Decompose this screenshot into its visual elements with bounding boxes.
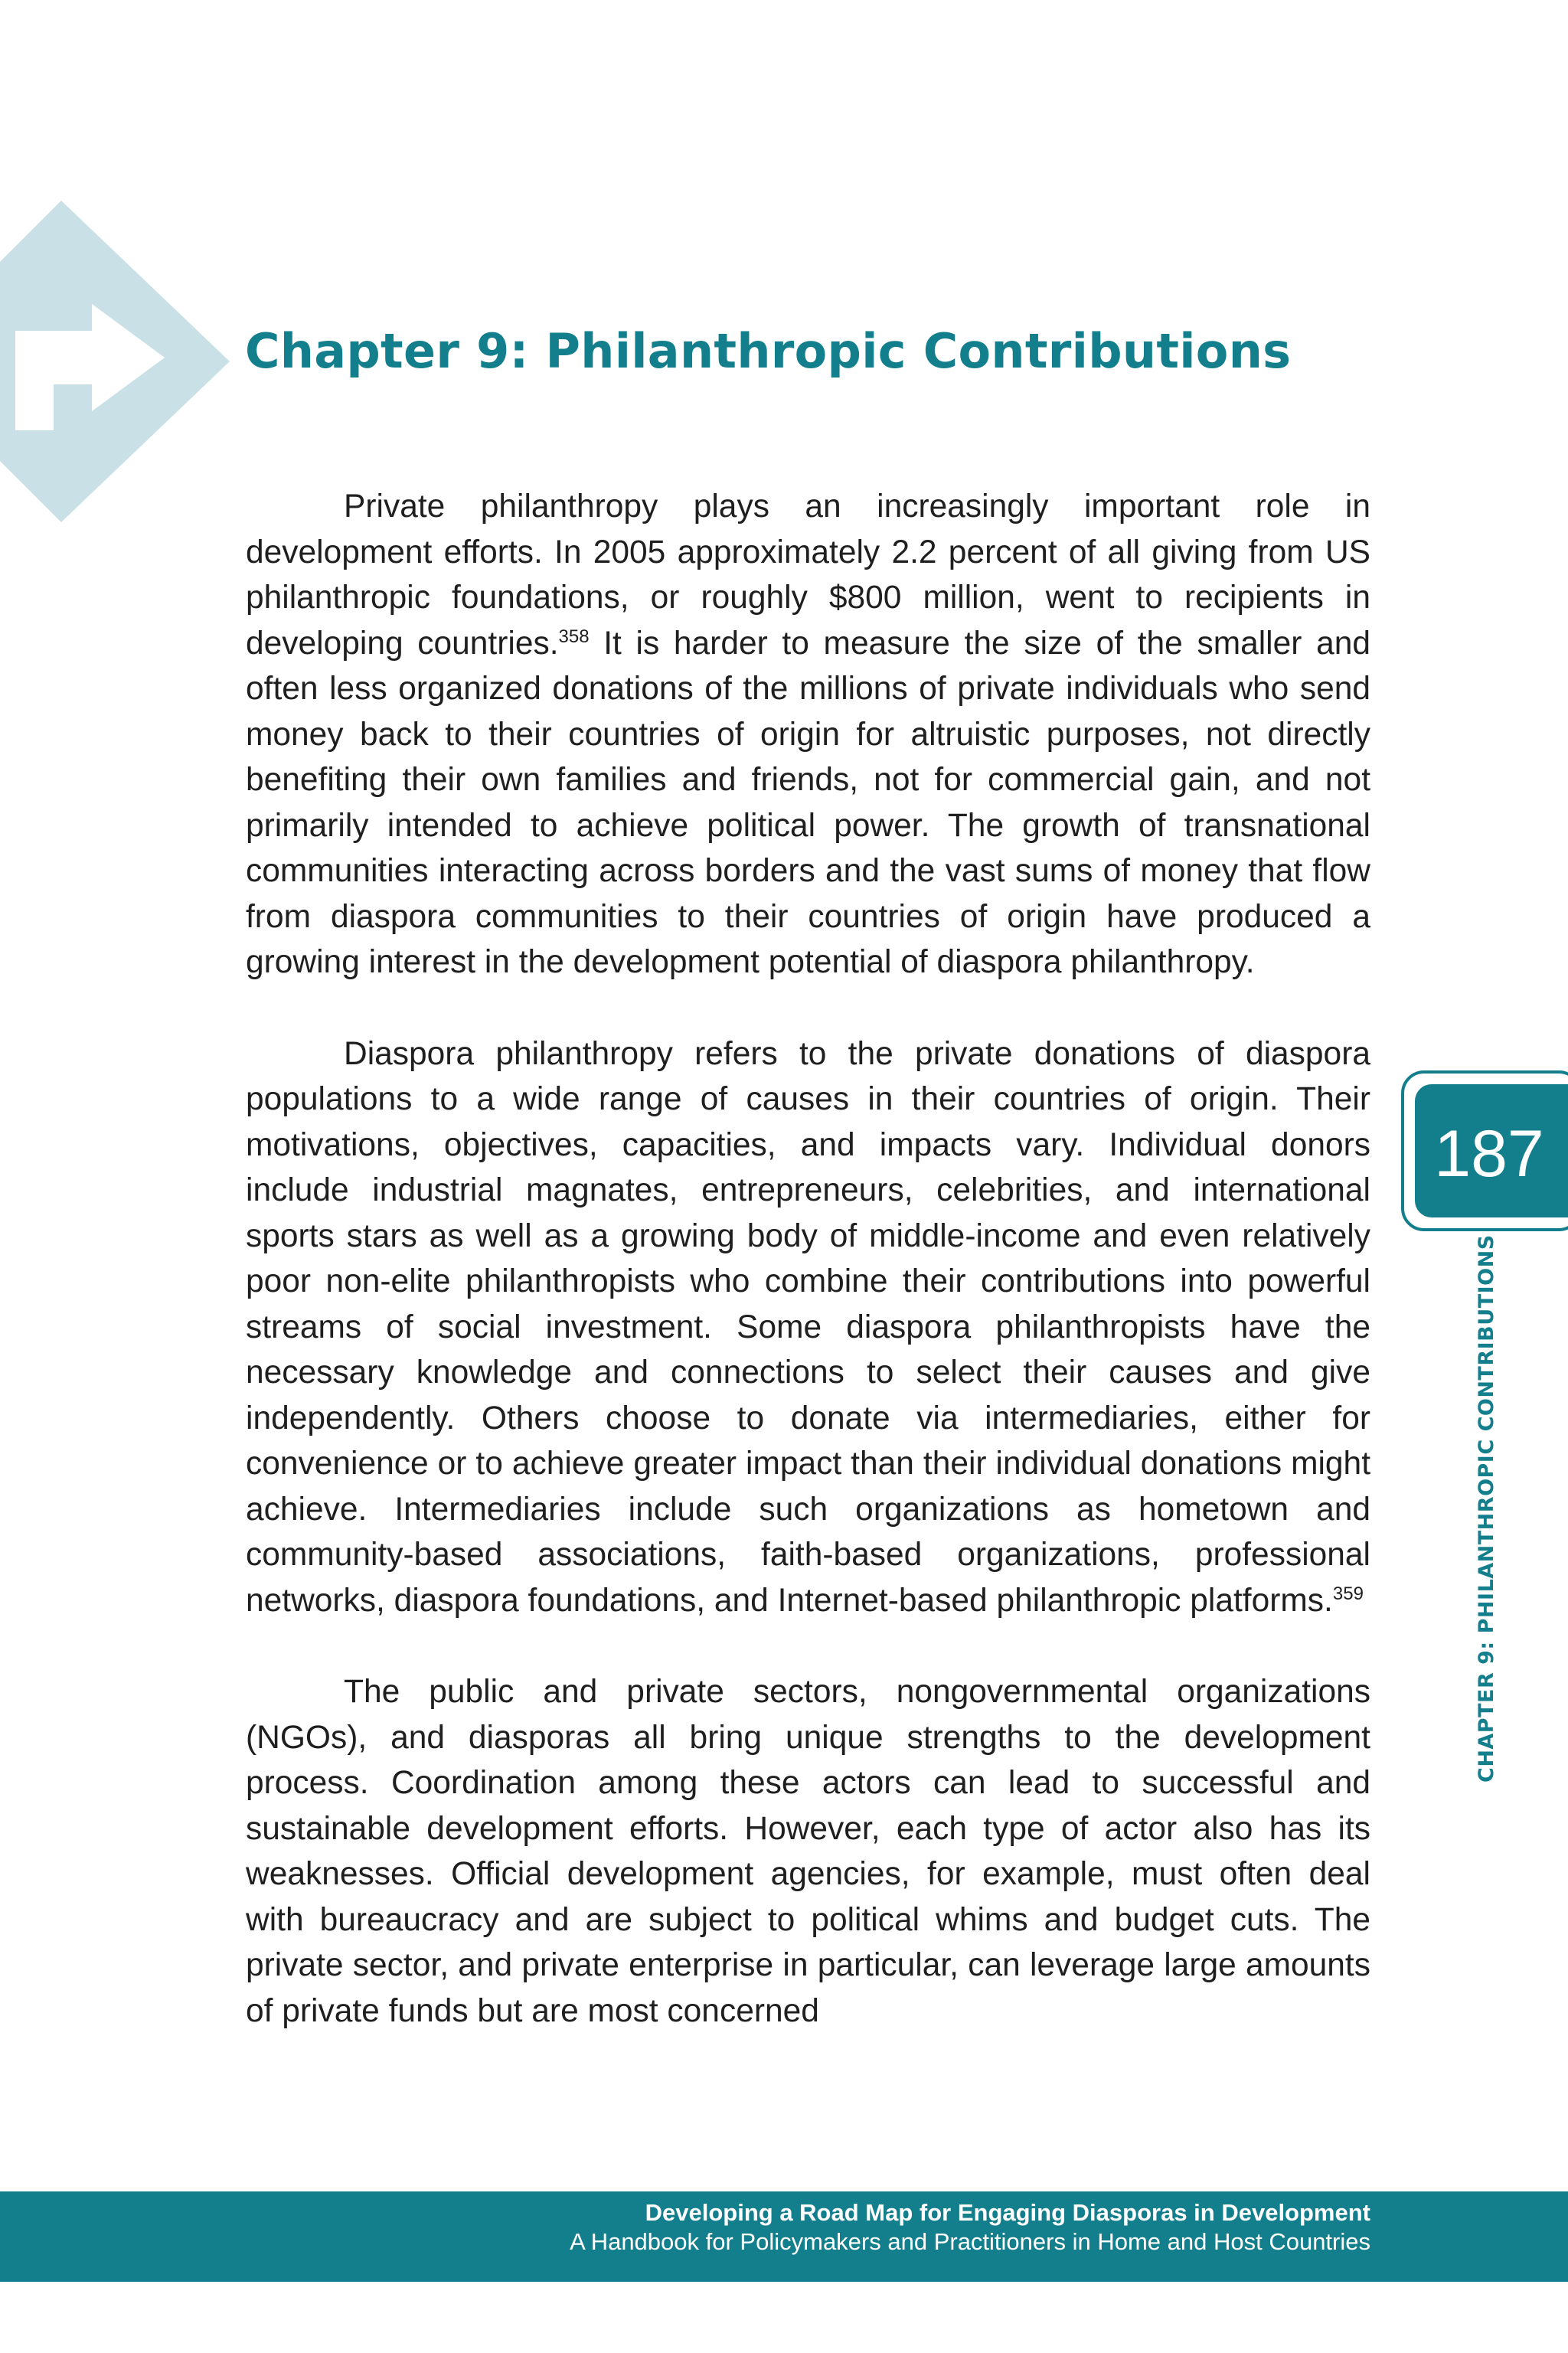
paragraph: Diaspora philanthropy refers to the private donations of diaspora populations to a wide range of causes in their countries of origin. Their motivations, objectives, capacities, and impacts vary. Individual donors include industrial magnates, entrepreneurs, celebrities, and international sports stars as well as a growing body of middle-income and even relatively poor non-elite philanthropists who combine their contributions into powerful streams of social investment. Some diaspora philanthropists have the necessary knowledge and connections to select their causes and give independently. Others choose to donate via intermediaries, either for convenience or to achieve greater impact than their individual donations might achieve. Intermediaries include such organizations as hometown and community-based associations, faith-based organizations, professional networks, diaspora foundations, and Internet-based philanthropic platforms.$^{359}$: [246, 1035, 1370, 1619]
running-header: CHAPTER 9: PHILANTHROPIC CONTRIBUTIONS: [1475, 1234, 1498, 1783]
footnote-marker[interactable]: 358: [558, 626, 590, 647]
footnote-marker[interactable]: 359: [1332, 1583, 1364, 1604]
page-number-tab: [1401, 1070, 1568, 1231]
paragraph: Private philanthropy plays an increasingly important role in development efforts. In 2005 approximately 2.2 percent of all giving from US philanthropic foundations, or roughly $800 million, went to recipients in developing countries.$^{358}$ It is harder to measure the size of the smaller and often less organized donations of the millions of private individuals who send money back to their countries of origin for altruistic purposes, not directly benefiting their own families and friends, not for commercial gain, and not primarily intended to achieve political power. The growth of transnational communities interacting across borders and the vast sums of money that flow from diaspora communities to their countries of origin have produced a growing interest in the development potential of diaspora philanthropy.: [246, 489, 1371, 980]
paragraph: The public and private sectors, nongovernmental organizations (NGOs), and diasporas all bring unique strengths to the development process. Coordination among these actors can lead to successful and sustainable development efforts. However, each type of actor also has its weaknesses. Official development agencies, for example, must often deal with bureaucracy and are subject to political whims and budget cuts. The private sector, and private enterprise in particular, can leverage large amounts of private funds but are most concerned: [246, 1674, 1370, 2029]
page-number: 187: [1415, 1084, 1568, 1217]
footer-band: [0, 2191, 1568, 2282]
body-text: [246, 484, 1370, 2080]
turn-right-arrow-sign-icon: [0, 201, 230, 522]
chapter-title: Chapter 9: Philanthropic Contributions: [245, 323, 1292, 379]
footer-book-subtitle: A Handbook for Policymakers and Practitioners in Home and Host Countries: [570, 2228, 1370, 2255]
footer-book-title: Developing a Road Map for Engaging Diasporas in Development: [645, 2199, 1370, 2226]
